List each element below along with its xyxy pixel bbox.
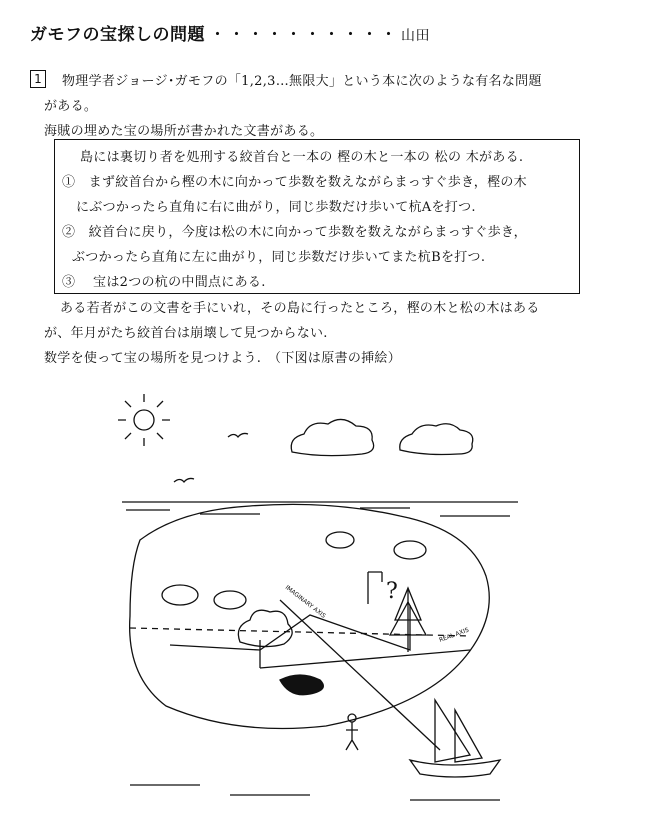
construction-lines	[170, 605, 410, 650]
document-line-4: ② 絞首台に戻り，今度は松の木に向かって歩数を数えながらまっすぐ歩き，	[62, 225, 527, 240]
bush-icon	[214, 591, 246, 609]
question-mark: ?	[386, 579, 398, 604]
cloud-icon	[291, 419, 373, 455]
cloud-icon	[400, 424, 473, 455]
document-line-3: にぶつかったら直角に右に曲がり，同じ歩数だけ歩いて杭Aを打つ.	[76, 200, 476, 215]
after-line-2: が、年月がたち絞首台は崩壊して見つからない.	[44, 326, 328, 341]
page-title	[30, 20, 430, 45]
intro-line-1: 物理学者ジョージ･ガモフの「1,2,3…無限大」という本に次のような有名な問題	[62, 74, 542, 89]
document-line-2: ① まず絞首台から樫の木に向かって歩数を数えながらまっすぐ歩き，樫の木	[62, 175, 527, 190]
intro-line-3: 海賊の埋めた宝の場所が書かれた文書がある。	[44, 124, 324, 139]
after-line-3: 数学を使って宝の場所を見つけよう. （下図は原書の挿絵）	[44, 351, 402, 366]
sun-icon	[118, 394, 170, 446]
island-illustration	[110, 390, 530, 820]
after-line-1: ある若者がこの文書を手にいれ，その島に行ったところ，樫の木と松の木はある	[60, 301, 540, 316]
bush-icon	[394, 541, 426, 559]
real-axis-label: REAL AXIS	[438, 626, 470, 644]
gallows-icon	[368, 572, 382, 604]
intro-line-2: がある。	[44, 99, 98, 114]
island-outline	[130, 504, 490, 728]
sea-lines	[126, 508, 510, 800]
document-line-6: ③ 宝は2つの杭の中間点にある.	[62, 275, 266, 290]
real-axis	[260, 650, 470, 668]
oak-tree-icon	[238, 610, 292, 668]
document-line-5: ぶつかったら直角に左に曲がり，同じ歩数だけ歩いてまた杭Bを打つ.	[72, 250, 486, 265]
title-text: ガモフの宝探しの問題	[30, 25, 205, 45]
title-dots: ・・・・・・・・・・	[209, 25, 399, 45]
imaginary-axis-label: IMAGINARY AXIS	[283, 584, 327, 620]
shadow-blob	[280, 675, 323, 695]
bush-icon	[162, 585, 198, 605]
bird-icon	[228, 433, 248, 437]
bird-icon	[174, 478, 194, 482]
bush-icon	[326, 532, 354, 548]
boat-icon	[410, 700, 500, 777]
document-line-1: 島には裏切り者を処刑する絞首台と一本の 樫の木と一本の 松の 木がある.	[80, 150, 524, 165]
question-number: 1	[30, 70, 46, 88]
author-name: 山田	[401, 28, 430, 44]
